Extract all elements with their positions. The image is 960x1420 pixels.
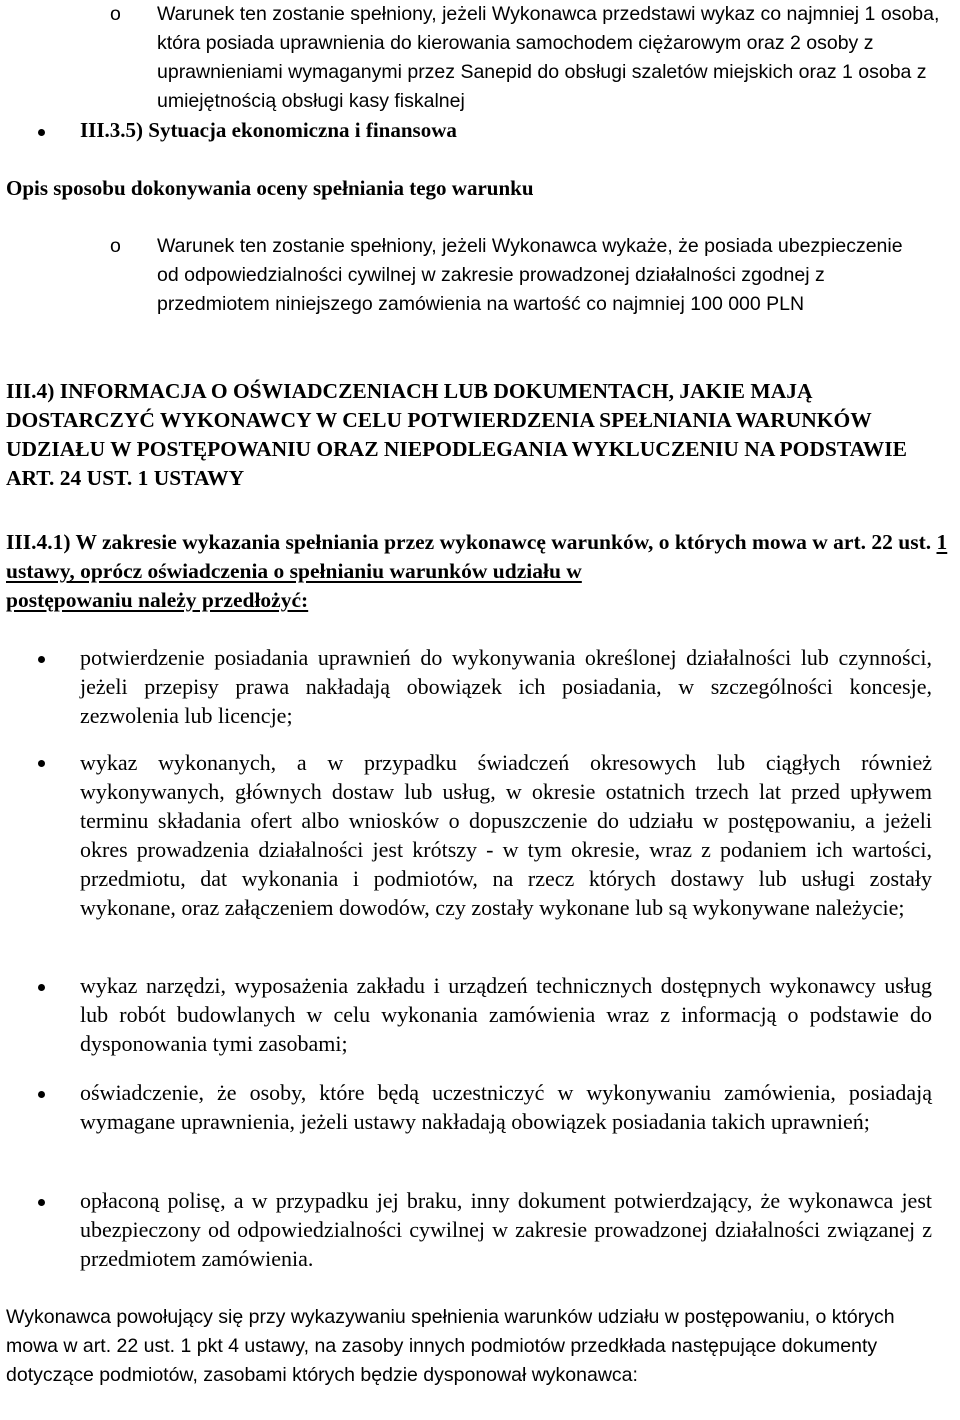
bullet-icon xyxy=(38,760,45,767)
document-list-item: opłaconą polisę, a w przypadku jej braku, inny dokument potwierdzający, że wykonawca jest ubezpieczony od odpowiedzialności cywilnej w zakresie prowadzonej działalności związanej z przedmiotem zamówienia. xyxy=(80,1188,932,1271)
document-list-item: wykaz wykonanych, a w przypadku świadczeń okresowych lub ciągłych również wykonywanych, głównych dostaw lub usług, w okresie ostatnich trzech lat przed upływem terminu składania ofert albo wniosków o dopuszczenie do udziału w postępowaniu, a jeżeli okres prowadzenia działalności jest krótszy - w tym okresie, wraz z podaniem ich wartości, przedmiotu, dat wykonania i podmiotów, na rzecz których dostawy lub usługi zostały wykonane, oraz załączeniem dowodów, czy zostały wykonane lub są wykonywane należycie; xyxy=(80,750,932,920)
requirement-item-insurance: Warunek ten zostanie spełniony, jeżeli Wykonawca wykaże, że posiada ubezpieczenie od odpowiedzialności cywilnej w zakresie prowadzonej działalności zgodnej z przedmiotem niniejszego zamówienia na wartość co najmniej 100 000 PLN xyxy=(157,235,903,315)
section-heading-iii-4-1 xyxy=(6,528,956,615)
bullet-icon xyxy=(38,656,45,663)
document-list-item: wykaz narzędzi, wyposażenia zakładu i urządzeń technicznych dostępnych wykonawcy usług lub robót budowlanych w celu wykonania zamówienia wraz z informacją o podstawie do dysponowania tymi zasobami; xyxy=(80,973,932,1056)
list-marker-o: o xyxy=(110,235,121,257)
requirement-item-staff: Warunek ten zostanie spełniony, jeżeli Wykonawca przedstawi wykaz co najmniej 1 osoba, która posiada uprawnienia do kierowania samochodem ciężarowym oraz 2 osoby z uprawnieniami wymaganymi przez Sanepid do obsługi szaletów miejskich oraz 1 osoba z umiejętnością obsługi kasy fiskalnej xyxy=(157,3,940,112)
bullet-icon xyxy=(38,984,45,991)
document-list-item: oświadczenie, że osoby, które będą uczestniczyć w wykonywaniu zamówienia, posiadają wymagane uprawnienia, jeżeli ustawy nakładają obowiązek posiadania takich uprawnień; xyxy=(80,1080,932,1134)
document-list-item: potwierdzenie posiadania uprawnień do wykonywania określonej działalności lub czynności, jeżeli przepisy prawa nakładają obowiązek ich posiadania, w szczególności koncesje, zezwolenia lub licencje; xyxy=(80,645,932,728)
bullet-icon xyxy=(38,1199,45,1206)
section-iii-4-1-underlined-end: postępowaniu należy przedłożyć: xyxy=(6,588,309,612)
section-iii-4-1-text: III.4.1) W zakresie wykazania spełniania przez wykonawcę warunków, o których mowa w art. 22 ust. xyxy=(6,530,932,554)
bullet-icon xyxy=(38,129,45,136)
section-heading-iii-3-5: III.3.5) Sytuacja ekonomiczna i finansowa xyxy=(80,118,457,142)
section-heading-iii-4: III.4) INFORMACJA O OŚWIADCZENIACH LUB DOKUMENTACH, JAKIE MAJĄ DOSTARCZYĆ WYKONAWCY W CELU POTWIERDZENIA SPEŁNIANIA WARUNKÓW UDZIAŁU W POSTĘPOWANIU ORAZ NIEPODLEGANIA WYKLUCZENIU NA PODSTAWIE ART. 24 UST. 1 USTAWY xyxy=(6,379,907,490)
closing-paragraph: Wykonawca powołujący się przy wykazywaniu spełnienia warunków udziału w postępowaniu, o których mowa w art. 22 ust. 1 pkt 4 ustawy, na zasoby innych podmiotów przedkłada następujące dokumenty dotyczące podmiotów, zasobami których będzie dysponował wykonawca: xyxy=(6,1306,895,1386)
section-iii-4-1-underlined: 1 ustawy, oprócz oświadczenia o spełnianiu warunków udziału w xyxy=(6,530,948,583)
list-marker-o: o xyxy=(110,3,121,25)
assessment-heading: Opis sposobu dokonywania oceny spełniania tego warunku xyxy=(6,176,534,200)
bullet-icon xyxy=(38,1091,45,1098)
